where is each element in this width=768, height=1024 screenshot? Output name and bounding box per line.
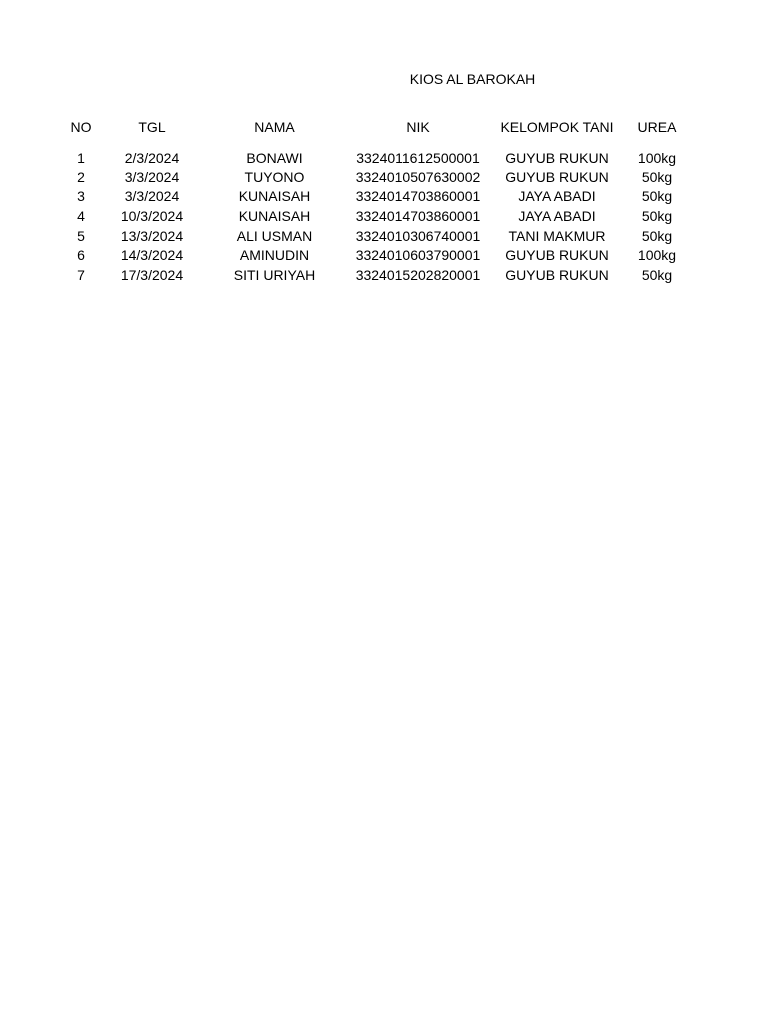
header-urea: UREA	[637, 119, 677, 135]
cell-kelompok-tani: GUYUB RUKUN	[505, 169, 609, 185]
cell-tgl: 3/3/2024	[124, 188, 180, 204]
cell-nik: 3324010507630002	[355, 169, 481, 185]
cell-nama: BONAWI	[246, 150, 303, 166]
cell-tgl: 2/3/2024	[124, 150, 180, 166]
cell-nama: KUNAISAH	[238, 188, 311, 204]
cell-tgl: 10/3/2024	[120, 208, 184, 224]
cell-urea: 50kg	[641, 188, 673, 204]
cell-kelompok-tani: GUYUB RUKUN	[505, 247, 609, 263]
cell-no: 5	[77, 228, 85, 244]
cell-nik: 3324015202820001	[355, 267, 481, 283]
cell-nik: 3324011612500001	[356, 150, 480, 166]
cell-tgl: 3/3/2024	[124, 169, 180, 185]
cell-no: 7	[77, 267, 85, 283]
cell-no: 3	[77, 188, 85, 204]
header-nik: NIK	[406, 119, 430, 135]
cell-urea: 50kg	[641, 228, 673, 244]
cell-tgl: 14/3/2024	[120, 247, 184, 263]
document-title: KIOS AL BAROKAH	[409, 71, 536, 87]
cell-nik: 3324010603790001	[355, 247, 481, 263]
cell-kelompok-tani: GUYUB RUKUN	[505, 150, 609, 166]
table-row	[0, 246, 768, 266]
header-kelompok-tani: KELOMPOK TANI	[500, 119, 614, 135]
cell-urea: 50kg	[641, 208, 673, 224]
table-row	[0, 266, 768, 286]
header-no: NO	[70, 119, 92, 135]
cell-nik: 3324014703860001	[355, 188, 481, 204]
cell-nama: ALI USMAN	[236, 228, 313, 244]
cell-nik: 3324010306740001	[355, 228, 481, 244]
table-row	[0, 149, 768, 169]
header-tgl: TGL	[138, 119, 166, 135]
table-row	[0, 168, 768, 188]
cell-no: 4	[77, 208, 85, 224]
table-row	[0, 207, 768, 227]
cell-nama: AMINUDIN	[239, 247, 310, 263]
cell-urea: 50kg	[641, 169, 673, 185]
cell-tgl: 13/3/2024	[120, 228, 184, 244]
cell-urea: 100kg	[637, 247, 677, 263]
cell-kelompok-tani: TANI MAKMUR	[508, 228, 606, 244]
cell-kelompok-tani: JAYA ABADI	[518, 208, 596, 224]
cell-tgl: 17/3/2024	[120, 267, 184, 283]
table-row	[0, 227, 768, 247]
cell-no: 1	[77, 150, 85, 166]
cell-nama: KUNAISAH	[238, 208, 311, 224]
cell-urea: 100kg	[637, 150, 677, 166]
cell-no: 6	[77, 247, 85, 263]
cell-nama: SITI URIYAH	[233, 267, 316, 283]
cell-kelompok-tani: GUYUB RUKUN	[505, 267, 609, 283]
cell-urea: 50kg	[641, 267, 673, 283]
table-row	[0, 187, 768, 207]
cell-no: 2	[77, 169, 85, 185]
cell-nik: 3324014703860001	[355, 208, 481, 224]
cell-kelompok-tani: JAYA ABADI	[518, 188, 596, 204]
table-header-row	[0, 118, 768, 138]
cell-nama: TUYONO	[244, 169, 305, 185]
header-nama: NAMA	[254, 119, 295, 135]
